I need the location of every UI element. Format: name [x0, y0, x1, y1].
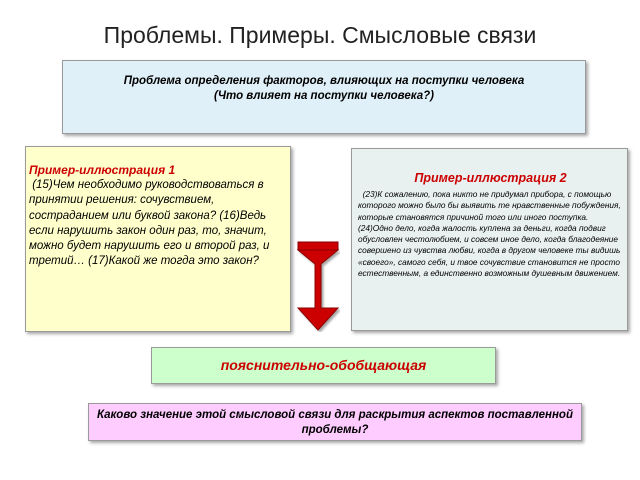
slide-title: Проблемы. Примеры. Смысловые связи: [103, 22, 537, 48]
example-1-text: [29, 178, 286, 269]
example-1-heading: Пример-иллюстрация 1: [29, 163, 176, 177]
question-text: Каково значение этой смысловой связи для раскрытия аспектов поставленной проблемы?: [97, 409, 573, 436]
example-2-box: [351, 148, 628, 331]
example-1-quote: (15)Чем необходимо руководствоваться в принятии решения: сочувствием, состраданием или буквой закона? (16)Ведь если нарушить закон один раз, то, значит, можно будет нарушить его и второй раз, и третий… (17)Какой же тогда это закон?: [29, 179, 270, 268]
connection-type-box: [151, 347, 496, 384]
example-1-box: [25, 146, 291, 332]
question-box: [88, 403, 582, 441]
problem-statement: Проблема определения факторов, влияющих на поступки человека: [123, 75, 525, 87]
example-2-quote: (23)К сожалению, пока никто не придумал прибора, с помощью которого можно было бы выявить те нравственные побуждения, которые становятся причиной того или иного поступка. (24)Одно дело, когда жалость куплена за деньги, когда подвиг обусловлен честолюбием, и совсем иное дело, когда благодеяние совершено из чувства любви, когда в другом человеке ты видишь «своего», самого себя, и твое сочувствие становится не просто естественным, а единственно возможным душевным движением.: [358, 189, 621, 279]
connection-type-label: пояснительно-обобщающая: [220, 357, 427, 373]
example-2-heading: Пример-иллюстрация 2: [414, 171, 567, 185]
problem-question: (Что влияет на поступки человека?): [214, 90, 434, 102]
example-2-text: [358, 189, 623, 279]
problem-box: [62, 60, 586, 134]
double-headed-vertical-arrow-icon: [296, 238, 340, 332]
